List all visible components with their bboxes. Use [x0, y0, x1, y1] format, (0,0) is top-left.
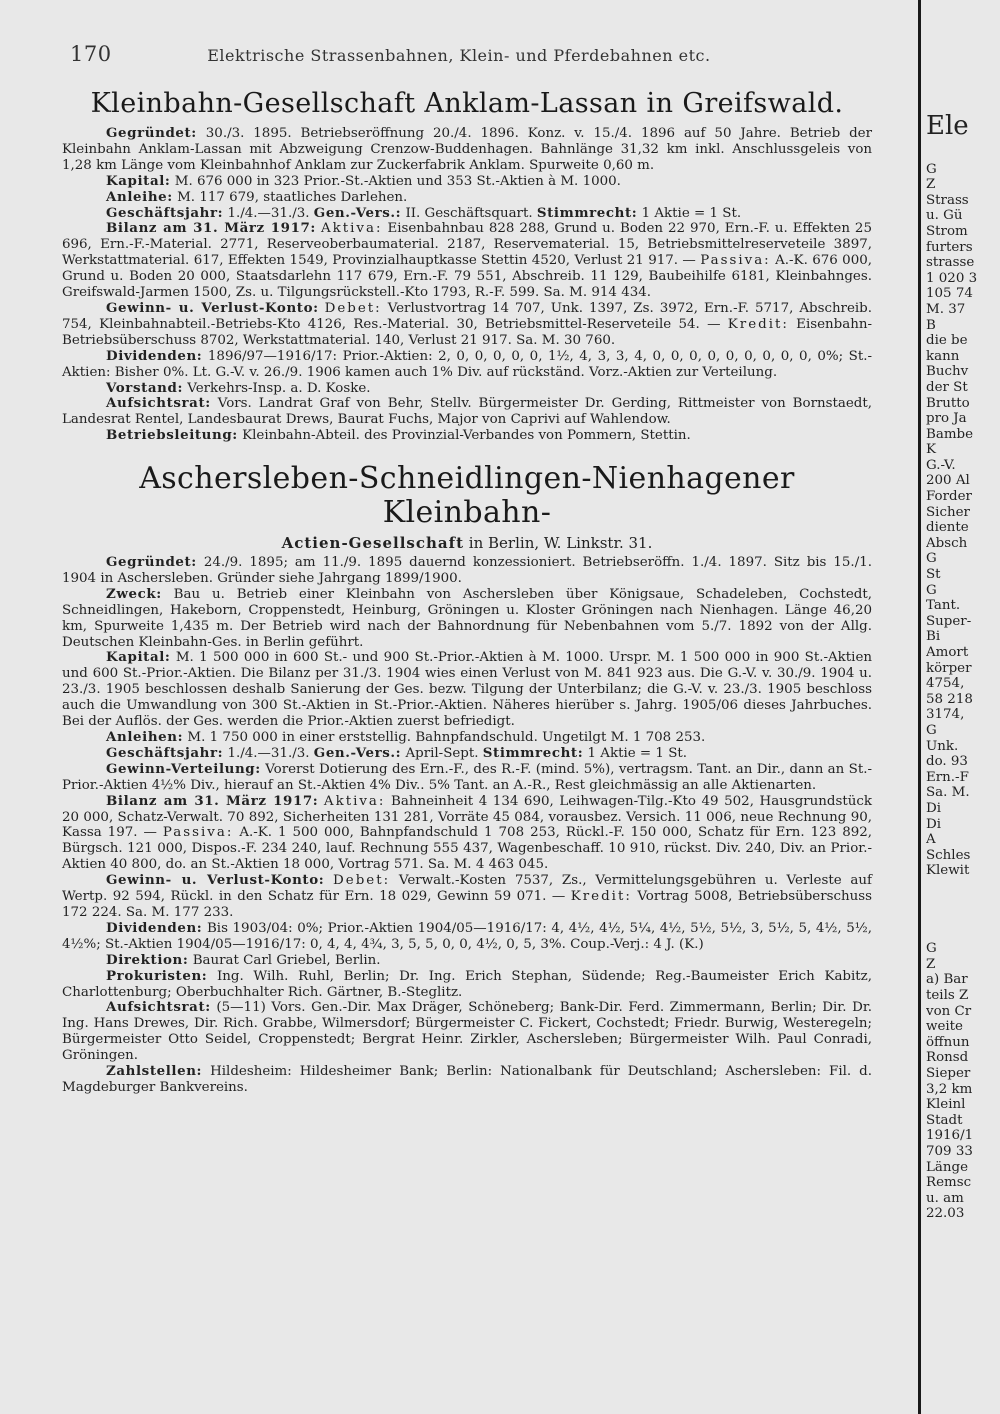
- article-subtitle: [62, 536, 872, 552]
- facing-page-line: Z: [926, 177, 936, 193]
- entry-label: Gewinn- u. Verlust-Konto:: [106, 872, 325, 889]
- facing-page-line: 3,2 km: [926, 1081, 973, 1097]
- kredit-word: Kredit:: [727, 316, 789, 332]
- entry-text: 24./9. 1895; am 11./9. 1895 dauernd konzessioniert. Betriebseröffn. 1./4. 1897. Sitz bis 15./1. 1904 in Aschersleben. Gründer siehe Jahrgang 1899/1900.: [62, 555, 872, 586]
- entry-label: Stimmrecht:: [482, 744, 584, 761]
- facing-page-line: diente: [926, 520, 969, 536]
- facing-page-line: Buchv: [926, 364, 969, 380]
- entry-prokuristen: [62, 969, 872, 1001]
- entry-text: 1./4.—31./3.: [227, 745, 310, 761]
- facing-page-line: Tant.: [926, 598, 961, 614]
- facing-page-line: a) Bar: [926, 972, 968, 988]
- facing-page-line: 200 Al: [926, 473, 970, 489]
- facing-page-line: Länge: [926, 1159, 968, 1175]
- facing-page-line: Strass: [926, 192, 969, 208]
- entry-label: Anleihen:: [106, 729, 184, 745]
- entry-text: Ing. Wilh. Ruhl, Berlin; Dr. Ing. Erich Stephan, Südende; Reg.-Baumeister Erich Kabitz, Charlottenburg; Oberbuchhalter Rich. Gärtner, B.-Steglitz.: [62, 968, 872, 1000]
- facing-page-line: G: [926, 722, 937, 738]
- entry-zweck: [62, 587, 872, 651]
- facing-page-line: u. Gü: [926, 208, 963, 224]
- facing-page-line: Forder: [926, 489, 972, 505]
- entry-label: Anleihe:: [106, 188, 173, 205]
- facing-page-line: K: [926, 442, 937, 458]
- facing-page-line: Ronsd: [926, 1050, 969, 1066]
- entry-anleihen: [62, 730, 872, 746]
- facing-page-line: 3174,: [926, 707, 965, 723]
- entry-label: Bilanz am 31. März 1917:: [106, 220, 316, 237]
- entry-text: Vors. Landrat Graf von Behr, Stellv. Bürgermeister Dr. Gerding, Rittmeister von Bornstaedt, Landesrat Rentel, Landesbaurat Drews, Baurat Fuchs, Major von Caprivi auf Wahlendow.: [62, 396, 872, 428]
- facing-page-line: Brutto: [926, 395, 970, 411]
- facing-page-line: Schles: [926, 847, 971, 863]
- entry-kapital: [62, 174, 872, 190]
- page-number: 170: [70, 42, 112, 66]
- facing-page-line: G: [926, 551, 937, 567]
- facing-page-line: G: [926, 941, 937, 957]
- facing-page-line: Stadt: [926, 1112, 963, 1128]
- entry-label: Vorstand:: [106, 379, 183, 396]
- entry-bilanz: [62, 794, 872, 874]
- facing-page-line: körper: [926, 660, 972, 676]
- facing-page-line: G.-V.: [926, 457, 956, 473]
- entry-text: Vorerst Dotierung des Ern.-F., des R.-F. (mind. 5%), vertragsm. Tant. an Dir., dann an St.-Prior.-Aktien 4½% Div., hierauf an St.-Aktien 4% Div.. 5% Tant. an A.-R., Rest gleichmässig an alle Aktienarten.: [62, 761, 872, 793]
- facing-page-line: 1 020 3: [926, 270, 978, 286]
- entry-vorstand: [62, 381, 872, 397]
- entry-label: Gewinn-Verteilung:: [106, 760, 261, 777]
- entry-text: M. 676 000 in 323 Prior.-St.-Aktien und 353 St.-Aktien à M. 1000.: [174, 173, 621, 189]
- facing-page-line: [926, 879, 1000, 895]
- facing-page-line: Bambe: [926, 426, 974, 442]
- facing-page-line: strasse: [926, 255, 975, 271]
- subtitle-location: in Berlin, W. Linkstr. 31.: [468, 534, 653, 553]
- page-gutter-divider: [918, 0, 921, 1414]
- facing-page-line: 22.03: [926, 1206, 965, 1222]
- entry-text: 1 Aktie = 1 St.: [641, 205, 742, 221]
- entry-text: M. 117 679, staatliches Darlehen.: [177, 189, 408, 205]
- facing-page-line: Bi: [926, 629, 941, 645]
- entry-label: Stimmrecht:: [536, 204, 638, 221]
- entry-text: Eisenbahnbau 828 288, Grund u. Boden 22 970, Ern.-F. u. Effekten 25 696, Ern.-F.-Material. 2771, Reserveoberbaumaterial. 2187, Reservematerial. 15, Betriebsmittelreserveteile 3897, Werkstattmaterial. 617, Effekten 1549, Provinzialhauptkasse Stettin 4520, Verlust 21 917. —: [62, 221, 872, 269]
- entry-text: 30./3. 1895. Betriebseröffnung 20./4. 1896. Konz. v. 15./4. 1896 auf 50 Jahre. Betrieb der Kleinbahn Anklam-Lassan mit Abzweigung Crenzow-Buddenhagen. Bahnlänge 31,32 km inkl. Anschlussgeleis von 1,28 km Länge vom Kleinbahnhof Anklam zur Zuckerfabrik Anklam. Spurweite 0,60 m.: [62, 126, 872, 173]
- entry-text: 1 Aktie = 1 St.: [587, 745, 687, 761]
- facing-page-line: teils Z: [926, 988, 969, 1004]
- facing-page-line: Ern.-F: [926, 769, 969, 785]
- entry-label: Aufsichtsrat:: [106, 395, 211, 412]
- entry-label: Bilanz am 31. März 1917:: [106, 792, 319, 809]
- entry-text: Bau u. Betrieb einer Kleinbahn von Aschersleben über Königsaue, Schadeleben, Cochstedt, Schneidlingen, Hakeborn, Croppenstedt, Heinburg, Gröningen u. Kloster Gröningen nach Nienhagen. Länge 46,20 km, Spurweite 1,435 m. Der Betrieb wird nach der Bahnordnung für Nebenbahnen vom 5./7. 1892 von der Allg. Deutschen Kleinbahn-Ges. in Berlin geführt.: [62, 586, 872, 650]
- running-title: Elektrische Strassenbahnen, Klein- und Pferdebahnen etc.: [207, 46, 711, 65]
- facing-page-strip: [926, 110, 1000, 1410]
- facing-page-line: do. 93: [926, 754, 968, 770]
- entry-text: Hildesheim: Hildesheimer Bank; Berlin: Nationalbank für Deutschland; Aschersleben: Fil. d. Magdeburger Bankvereins.: [62, 1064, 872, 1095]
- entry-text: Kleinbahn-Abteil. des Provinzial-Verbandes von Pommern, Stettin.: [242, 428, 691, 444]
- facing-page-line: Sicher: [926, 504, 970, 520]
- entry-text: A.-K. 676 000, Grund u. Boden 20 000, Staatsdarlehn 117 679, Ern.-F. 79 551, Abschreib. 11 129, Baubeihilfe 6181, Kleinbahnges. Greifswald-Jarmen 1500, Zs. u. Tilgungsrückstell.-Kto 1793, R.-F. 599. Sa. M. 914 434.: [62, 253, 872, 301]
- entry-text: A.-K. 1 500 000, Bahnpfandschuld 1 708 253, Rückl.-F. 150 000, Schatz für Ern. 123 892, Bürgsch. 121 000, Dispos.-F. 234 240, lauf. Rechnung 555 437, Wagenbeschaff. 10 910, rückst. Div. 240, Div. an Prior.-Aktien 40 800, do. an St.-Aktien 18 000, Vortrag 571. Sa. M. 4 463 045.: [62, 825, 873, 873]
- entry-kapital: [62, 650, 872, 730]
- entry-text: II. Geschäftsquart.: [405, 205, 533, 221]
- entry-label: Gen.-Vers.:: [313, 204, 402, 221]
- facing-page-line: weite: [926, 1019, 963, 1035]
- facing-page-line: von Cr: [926, 1003, 972, 1019]
- facing-page-line: 709 33: [926, 1144, 973, 1159]
- entry-text: Eisenbahn-Betriebsüberschuss 8702, Werkstattmaterial. 140, Verlust 21 917. Sa. M. 30 760.: [62, 316, 872, 348]
- entry-text: Verwalt.-Kosten 7537, Zs., Vermittelungsgebühren u. Verleste auf Wertp. 92 594, Rückl. in den Schatz für Ern. 18 029, Gewinn 59 071. —: [62, 873, 872, 905]
- facing-page-line: A: [926, 832, 936, 848]
- entry-text: M. 1 750 000 in einer erststellig. Bahnpfandschuld. Ungetilgt M. 1 708 253.: [187, 730, 706, 745]
- entry-gewinn-verteilung: [62, 762, 872, 794]
- entry-aufsichtsrat: [62, 1000, 872, 1064]
- entry-text: M. 1 500 000 in 600 St.- und 900 St.-Prior.-Aktien à M. 1000. Urspr. M. 1 500 000 in 900 St.-Aktien und 600 St.-Prior.-Aktien. Die Bilanz per 31./3. 1904 wies einen Verlust von M. 841 923 aus. Die G.-V. v. 30./9. 1904 u. 23./3. 1905 beschlossen deshalb Sanierung der Ges. bezw. Tilgung der Unterbilanz; die G.-V. v. 23./3. 1905 beschloss auch die Umwandlung von 300 St.-Aktien in St.-Prior.-Aktien. Näheres hierüber s. Jahrg. 1905/06 dieses Jahrbuches. Bei der Auflös. der Ges. werden die Prior.-Aktien zuerst befriedigt.: [62, 650, 873, 730]
- facing-page-line: Ele: [926, 111, 969, 141]
- facing-page-line: pro Ja: [926, 411, 967, 427]
- facing-page-line: Sieper: [926, 1066, 971, 1082]
- facing-page-line: G: [926, 161, 937, 177]
- passiva-word: Passiva:: [162, 825, 234, 841]
- entry-gegruendet: [62, 555, 872, 587]
- entry-dividenden: [62, 921, 872, 953]
- facing-page-line: kann: [926, 348, 960, 364]
- debet-word: Debet:: [324, 300, 382, 316]
- facing-page-line: G: [926, 582, 937, 598]
- entry-gewinn-verlust: [62, 873, 872, 921]
- entry-text: April-Sept.: [405, 745, 479, 761]
- article-title: Kleinbahn-Gesellschaft Anklam-Lassan in Greifswald.: [90, 88, 844, 119]
- facing-page-line: [926, 895, 1000, 911]
- debet-word: Debet:: [333, 873, 391, 889]
- facing-page-line: St: [926, 567, 941, 583]
- entry-text: Bis 1903/04: 0%; Prior.-Aktien 1904/05—1916/17: 4, 4½, 4½, 5¼, 4½, 5½, 5½, 3, 5½, 5, 4½, 5½, 4½%; St.-Aktien 1904/05—1916/17: 0, 4, 4, 4¾, 3, 5, 5, 0, 0, 4½, 0, 5, 3%. Coup.-Verj.: 4 J. (K.): [62, 920, 872, 952]
- entry-label: Dividenden:: [106, 347, 203, 364]
- facing-page-line: Remsc: [926, 1175, 972, 1191]
- entry-label: Zweck:: [106, 585, 162, 602]
- facing-page-line: Di: [926, 800, 942, 816]
- facing-page-line: B: [926, 317, 936, 333]
- facing-page-line: Klewit: [926, 863, 970, 879]
- entry-label: Gewinn- u. Verlust-Konto:: [106, 299, 319, 316]
- entry-bilanz: [62, 221, 872, 301]
- main-column: [62, 88, 872, 1096]
- entry-label: Kapital:: [106, 649, 171, 666]
- entry-label: Aufsichtsrat:: [106, 999, 211, 1016]
- facing-page-line: der St: [926, 379, 968, 395]
- facing-page-line: 105 74: [926, 286, 973, 302]
- facing-page-line: Di: [926, 816, 942, 832]
- facing-page-line: öffnun: [926, 1034, 970, 1050]
- facing-page-line: Absch: [926, 535, 968, 551]
- aktiva-word: Aktiva:: [320, 221, 383, 237]
- entry-gewinn-verlust: [62, 301, 872, 349]
- article-title: Aschersleben-Schneidlingen-Nienhagener Kleinbahn-: [139, 461, 795, 531]
- entry-text: (5—11) Vors. Gen.-Dir. Max Dräger, Schöneberg; Bank-Dir. Ferd. Zimmermann, Berlin; Dir. Dr. Ing. Hans Drewes, Dir. Rich. Grabbe, Wilmersdorf; Bürgermeister C. Fickert, Cochstedt; Friedr. Burwig, Westeregeln; Bürgermeister Otto Seidel, Croppenstedt; Bergrat Heinr. Zirkler, Aschersleben; Bürgermeister Wilh. Paul Conradi, Gröningen.: [62, 1000, 873, 1064]
- passiva-word: Passiva:: [700, 253, 771, 269]
- entry-text: Bahneinheit 4 134 690, Leihwagen-Tilg.-Kto 49 502, Hausgrundstück 20 000, Schatz-Verwalt. 70 892, Sicherheiten 131 281, Vorräte 45 084, vorausbez. Versich. 11 006, neue Rechnung 90, Kassa 197. —: [62, 793, 872, 841]
- entry-label: Betriebsleitung:: [106, 427, 238, 444]
- entry-betriebsleitung: [62, 428, 872, 444]
- aktiva-word: Aktiva:: [323, 793, 386, 809]
- entry-label: Gegründet:: [106, 554, 197, 571]
- facing-page-line: 4754,: [926, 676, 965, 692]
- facing-page-line: M. 37: [926, 301, 966, 317]
- entry-geschaeftsjahr: [62, 206, 872, 222]
- entry-dividenden: [62, 349, 872, 381]
- facing-page-line: Sa. M.: [926, 785, 970, 801]
- entry-text: Baurat Carl Griebel, Berlin.: [192, 952, 381, 968]
- facing-page-line: Super-: [926, 613, 972, 629]
- running-head: [70, 42, 910, 66]
- facing-page-line: 58 218: [926, 691, 973, 707]
- entry-text: Verlustvortrag 14 707, Unk. 1397, Zs. 3972, Ern.-F. 5717, Abschreib. 754, Kleinbahnabteil.-Betriebs-Kto 4126, Res.-Material. 30, Betriebsmittel-Reserveteile 54. —: [62, 300, 872, 332]
- entry-aufsichtsrat: [62, 396, 872, 428]
- facing-page-line: Kleinl: [926, 1097, 966, 1113]
- entry-label: Prokuristen:: [106, 967, 208, 984]
- entry-label: Kapital:: [106, 172, 171, 189]
- entry-geschaeftsjahr: [62, 746, 872, 762]
- facing-page-line: Strom: [926, 223, 968, 239]
- facing-page-line: furters: [926, 239, 973, 255]
- entry-label: Geschäftsjahr:: [106, 204, 224, 221]
- entry-text: 1896/97—1916/17: Prior.-Aktien: 2, 0, 0, 0, 0, 0, 1½, 4, 3, 3, 4, 0, 0, 0, 0, 0, 0, 0, 0, 0, 0%; St.-Aktien: Bisher 0%. Lt. G.-V. v. 26./9. 1906 kamen auch 1% Div. auf rückständ. Vorz.-Aktien zur Verteilung.: [62, 348, 872, 380]
- entry-label: Geschäftsjahr:: [106, 744, 224, 761]
- entry-text: 1./4.—31./3.: [227, 205, 310, 221]
- entry-label: Zahlstellen:: [106, 1063, 203, 1080]
- entry-direktion: [62, 953, 872, 969]
- facing-page-line: Amort: [926, 645, 969, 660]
- kredit-word: Kredit:: [570, 889, 632, 905]
- entry-zahlstellen: [62, 1064, 872, 1096]
- entry-text: Vortrag 5008, Betriebsüberschuss 172 224. Sa. M. 177 233.: [62, 889, 872, 920]
- facing-page-line: Unk.: [926, 738, 959, 754]
- entry-anleihe: [62, 190, 872, 206]
- facing-page-line: [926, 926, 1000, 942]
- entry-label: Direktion:: [106, 951, 189, 968]
- facing-page-line: die be: [926, 333, 968, 349]
- entry-label: Gen.-Vers.:: [313, 744, 402, 761]
- facing-page-line: 1916/1: [926, 1128, 974, 1144]
- entry-gegruendet: [62, 126, 872, 174]
- facing-page-line: u. am: [926, 1190, 964, 1206]
- entry-label: Gegründet:: [106, 125, 197, 141]
- subtitle-company: Actien-Gesellschaft: [281, 534, 465, 553]
- entry-text: Verkehrs-Insp. a. D. Koske.: [187, 380, 371, 396]
- facing-page-line: [926, 910, 1000, 926]
- facing-page-line: [926, 146, 1000, 162]
- facing-page-line: Z: [926, 956, 936, 972]
- entry-label: Dividenden:: [106, 919, 203, 936]
